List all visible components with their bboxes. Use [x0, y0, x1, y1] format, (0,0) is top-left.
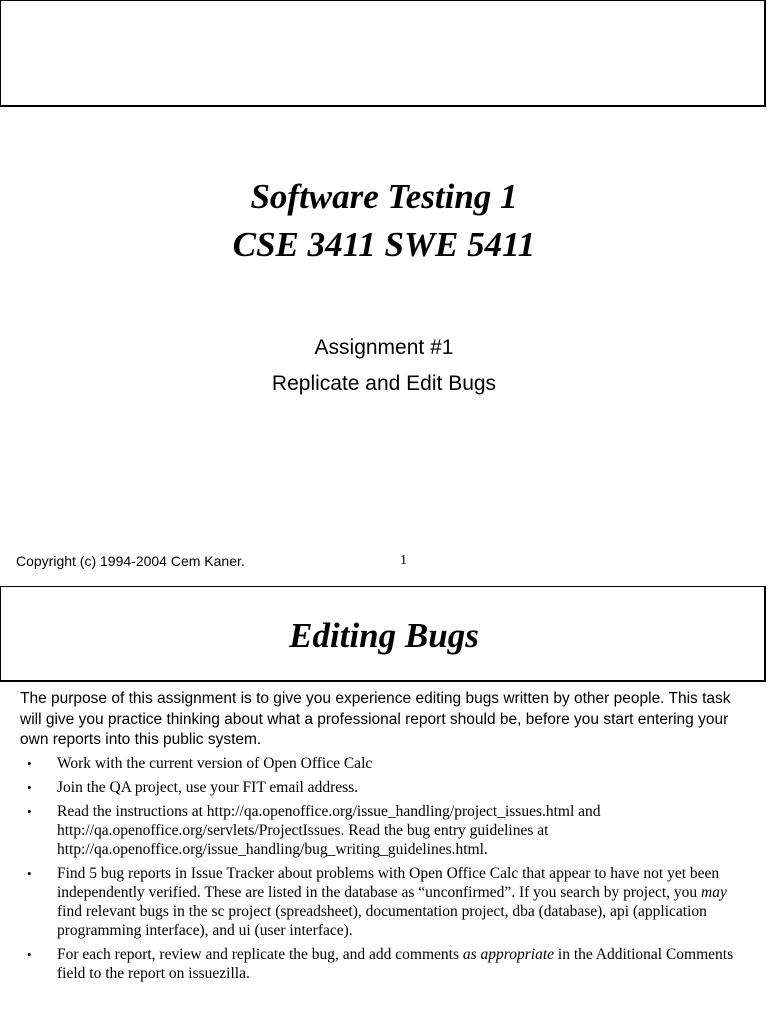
bullet-icon: •	[27, 804, 32, 819]
list-item: • For each report, review and replicate the bug, and add comments as appropriate in the Additional Comments field to the report on issuezilla.	[27, 946, 734, 982]
bullet-icon: •	[27, 947, 32, 962]
page-number: 1	[400, 553, 407, 568]
list-item: • Find 5 bug reports in Issue Tracker about problems with Open Office Calc that appear to have not yet been independently verified. These are listed in the database as “unconfirmed”. If you search by project, you may find relevant bugs in the sc project (spreadsheet), documentation project, dba (database), api (application programming interface), and ui (user interface).	[27, 865, 727, 939]
list-item: • Work with the current version of Open Office Calc	[27, 755, 373, 772]
bullet-list	[27, 754, 747, 988]
copyright-notice: Copyright (c) 1994-2004 Cem Kaner.	[16, 553, 245, 569]
course-code: CSE 3411 SWE 5411	[232, 225, 536, 264]
course-title: Software Testing 1	[250, 177, 518, 216]
intro-paragraph: The purpose of this assignment is to give you experience editing bugs written by other people. This task will give you practice thinking about what a professional report should be, before you start entering your own reports into this public system.	[20, 690, 731, 748]
bullet-icon: •	[27, 756, 32, 771]
slide-title: Editing Bugs	[289, 616, 479, 655]
bullet-icon: •	[27, 780, 32, 795]
list-item: • Read the instructions at http://qa.openoffice.org/issue_handling/project_issues.html and http://qa.openoffice.org/servlets/ProjectIssues. Read the bug entry guidelines at http://qa.openoffice.org/issue_handling/bug_writing_guidelines.html.	[27, 803, 601, 858]
assignment-title: Replicate and Edit Bugs	[271, 372, 497, 395]
assignment-number: Assignment #1	[314, 336, 454, 359]
bullet-icon: •	[27, 866, 32, 881]
list-item: • Join the QA project, use your FIT email address.	[27, 779, 359, 796]
header-box	[0, 0, 766, 107]
